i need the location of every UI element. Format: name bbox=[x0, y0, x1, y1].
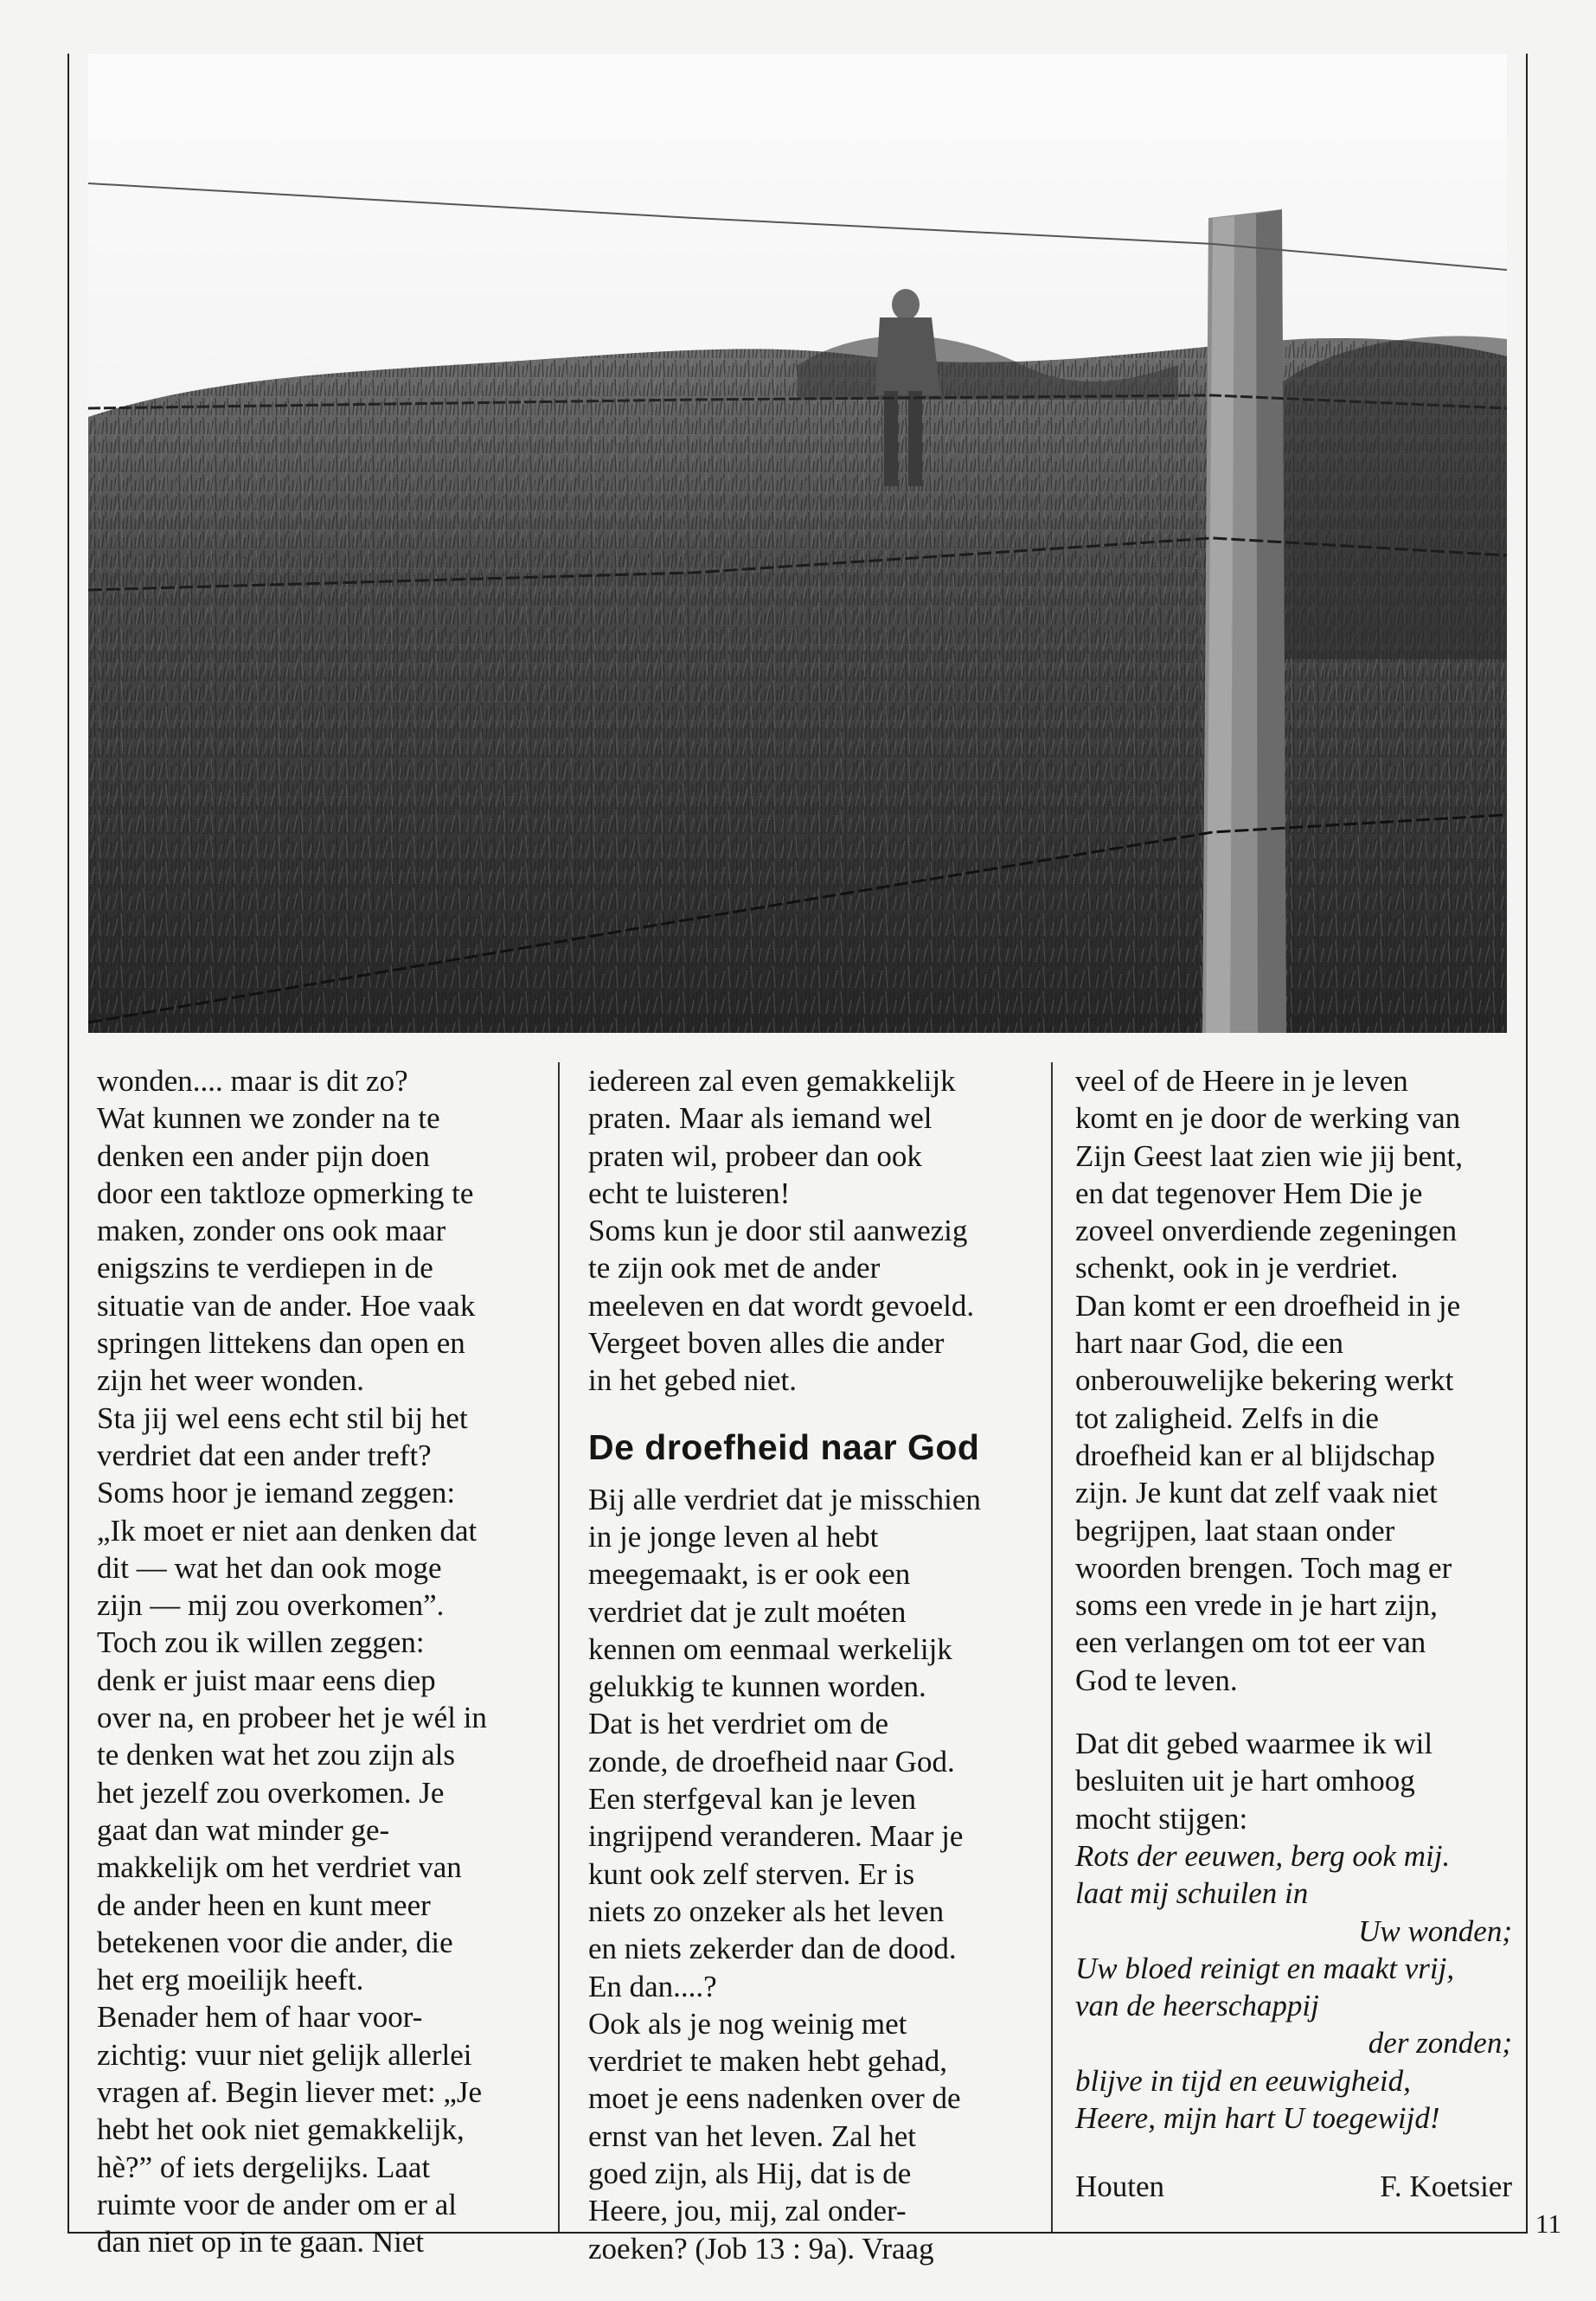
text-line: kunt ook zelf sterven. Er is bbox=[588, 1856, 915, 1891]
column-2 bbox=[588, 1062, 1038, 2267]
text-line: Vergeet boven alles die ander bbox=[588, 1326, 945, 1361]
text-line: zichtig: vuur niet gelijk allerlei bbox=[97, 2037, 472, 2072]
text-line: Ook als je nog weinig met bbox=[588, 2006, 907, 2041]
text-line: Dat dit gebed waarmee ik wil bbox=[1075, 1727, 1433, 1761]
text-line: En dan....? bbox=[588, 1969, 717, 2003]
poem-line: Heere, mijn hart U toegewijd! bbox=[1075, 2101, 1440, 2136]
text-line: springen littekens dan open en bbox=[97, 1326, 465, 1361]
poem-line: Uw wonden; bbox=[1358, 1913, 1512, 1948]
text-line: soms een vrede in je hart zijn, bbox=[1075, 1588, 1438, 1623]
text-line: praten. Maar als iemand wel bbox=[588, 1101, 933, 1136]
text-line: iedereen zal even gemakkelijk bbox=[588, 1064, 956, 1098]
text-line: situatie van de ander. Hoe vaak bbox=[97, 1288, 476, 1323]
text-line: zoeken? (Job 13 : 9a). Vraag bbox=[588, 2231, 934, 2266]
text-line: denken een ander pijn doen bbox=[97, 1138, 430, 1173]
text-line: makkelijk om het verdriet van bbox=[97, 1850, 462, 1885]
text-line: meegemaakt, is er ook een bbox=[588, 1557, 911, 1592]
poem-line: van de heerschappij bbox=[1075, 1989, 1319, 2023]
section-heading: De droefheid naar God bbox=[588, 1426, 980, 1467]
text-line: Zijn Geest laat zien wie jij bent, bbox=[1075, 1138, 1464, 1173]
text-line: te zijn ook met de ander bbox=[588, 1251, 881, 1285]
text-line: maken, zonder ons ook maar bbox=[97, 1214, 446, 1248]
text-line: Een sterfgeval kan je leven bbox=[588, 1782, 916, 1817]
paragraph-gap bbox=[1075, 1699, 1512, 1725]
text-line: „Ik moet er niet aan denken dat bbox=[97, 1513, 478, 1548]
text-line: Dan komt er een droefheid in je bbox=[1075, 1288, 1461, 1323]
text-line: vragen af. Begin liever met: „Je bbox=[97, 2075, 483, 2110]
signature bbox=[1075, 2168, 1512, 2205]
text-line: dit — wat het dan ook moge bbox=[97, 1550, 442, 1585]
text-line: door een taktloze opmerking te bbox=[97, 1176, 474, 1210]
field-photo-illustration bbox=[88, 54, 1507, 1033]
text-line: en niets zekerder dan de dood. bbox=[588, 1932, 957, 1966]
text-line: wonden.... maar is dit zo? bbox=[97, 1064, 408, 1098]
text-line: denk er juist maar eens diep bbox=[97, 1663, 436, 1697]
signature-author: F. Koetsier bbox=[1380, 2170, 1512, 2204]
text-line: onberouwelijke bekering werkt bbox=[1075, 1363, 1454, 1398]
text-line: over na, en probeer het je wél in bbox=[97, 1701, 487, 1735]
text-line: droefheid kan er al blijdschap bbox=[1075, 1438, 1435, 1472]
page-number: 11 bbox=[1535, 2208, 1561, 2239]
poem bbox=[1075, 1837, 1512, 2137]
text-line: verdriet dat een ander treft? bbox=[97, 1438, 432, 1472]
poem-line: Uw bloed reinigt en maakt vrij, bbox=[1075, 1951, 1455, 1985]
text-line: Benader hem of haar voor- bbox=[97, 2000, 423, 2035]
text-line: verdriet dat je zult moéten bbox=[588, 1594, 907, 1629]
text-line: in je jonge leven al hebt bbox=[588, 1519, 879, 1554]
text-line: ruimte voor de ander om er al bbox=[97, 2187, 457, 2221]
text-line: hè?” of iets dergelijks. Laat bbox=[97, 2150, 431, 2184]
text-line: begrijpen, laat staan onder bbox=[1075, 1513, 1395, 1548]
text-line: goed zijn, als Hij, dat is de bbox=[588, 2157, 912, 2191]
text-line: gelukkig te kunnen worden. bbox=[588, 1670, 926, 1704]
text-line: te denken wat het zou zijn als bbox=[97, 1738, 456, 1772]
text-line: betekenen voor die ander, die bbox=[97, 1925, 453, 1959]
text-line: Bij alle verdriet dat je misschien bbox=[588, 1482, 981, 1516]
photo bbox=[88, 54, 1507, 1033]
text-line: mocht stijgen: bbox=[1075, 1801, 1248, 1836]
text-line: een verlangen om tot eer van bbox=[1075, 1625, 1426, 1660]
text-line: God te leven. bbox=[1075, 1663, 1238, 1697]
text-line: besluiten uit je hart omhoog bbox=[1075, 1764, 1415, 1798]
text-line: en dat tegenover Hem Die je bbox=[1075, 1176, 1423, 1210]
text-line: Heere, jou, mij, zal onder- bbox=[588, 2194, 907, 2228]
poem-line: Rots der eeuwen, berg ook mij. bbox=[1075, 1838, 1451, 1873]
text-line: Wat kunnen we zonder na te bbox=[97, 1101, 440, 1136]
text-line: veel of de Heere in je leven bbox=[1075, 1064, 1408, 1098]
text-line: Dat is het verdriet om de bbox=[588, 1707, 888, 1741]
text-line: het jezelf zou overkomen. Je bbox=[97, 1775, 445, 1810]
poem-line: der zonden; bbox=[1368, 2026, 1512, 2061]
text-line: woorden brengen. Toch mag er bbox=[1075, 1550, 1452, 1585]
text-line: schenkt, ook in je verdriet. bbox=[1075, 1251, 1399, 1285]
text-line: Toch zou ik willen zeggen: bbox=[97, 1625, 425, 1660]
column-rule-1 bbox=[558, 1062, 560, 2232]
text-line: ernst van het leven. Zal het bbox=[588, 2118, 917, 2153]
text-line: echt te luisteren! bbox=[588, 1176, 791, 1210]
text-line: dan niet op in te gaan. Niet bbox=[97, 2225, 425, 2259]
text-line: hebt het ook niet gemakkelijk, bbox=[97, 2112, 465, 2147]
text-line: het erg moeilijk heeft. bbox=[97, 1963, 364, 1997]
text-line: ingrijpend veranderen. Maar je bbox=[588, 1819, 964, 1854]
text-line: zoveel onverdiende zegeningen bbox=[1075, 1214, 1458, 1248]
text-line: Sta jij wel eens echt stil bij het bbox=[97, 1400, 468, 1435]
text-line: praten wil, probeer dan ook bbox=[588, 1138, 922, 1173]
text-line: in het gebed niet. bbox=[588, 1363, 798, 1398]
column-rule-2 bbox=[1051, 1062, 1053, 2232]
text-line: komt en je door de werking van bbox=[1075, 1101, 1461, 1136]
text-line: zijn. Je kunt dat zelf vaak niet bbox=[1075, 1476, 1438, 1510]
text-line: enigszins te verdiepen in de bbox=[97, 1251, 433, 1285]
poem-line: blijve in tijd en eeuwigheid, bbox=[1075, 2063, 1411, 2098]
text-line: moet je eens nadenken over de bbox=[588, 2081, 961, 2116]
text-line: kennen om eenmaal werkelijk bbox=[588, 1631, 952, 1666]
text-line: de ander heen en kunt meer bbox=[97, 1888, 431, 1922]
text-line: zonde, de droefheid naar God. bbox=[588, 1744, 955, 1779]
text-line: hart naar God, die een bbox=[1075, 1326, 1343, 1361]
column-1 bbox=[97, 1062, 547, 2261]
poem-line: laat mij schuilen in bbox=[1075, 1876, 1309, 1911]
signature-place: Houten bbox=[1075, 2170, 1165, 2204]
text-line: tot zaligheid. Zelfs in die bbox=[1075, 1400, 1379, 1435]
text-line: gaat dan wat minder ge- bbox=[97, 1812, 390, 1847]
text-line: zijn — mij zou overkomen”. bbox=[97, 1588, 445, 1623]
text-line: Soms kun je door stil aanwezig bbox=[588, 1214, 968, 1248]
text-line: zijn het weer wonden. bbox=[97, 1363, 365, 1398]
text-line: meeleven en dat wordt gevoeld. bbox=[588, 1288, 975, 1323]
column-3 bbox=[1075, 1062, 1512, 2206]
text-line: Soms hoor je iemand zeggen: bbox=[97, 1476, 456, 1510]
text-line: verdriet te maken hebt gehad, bbox=[588, 2044, 947, 2079]
text-line: niets zo onzeker als het leven bbox=[588, 1894, 945, 1928]
